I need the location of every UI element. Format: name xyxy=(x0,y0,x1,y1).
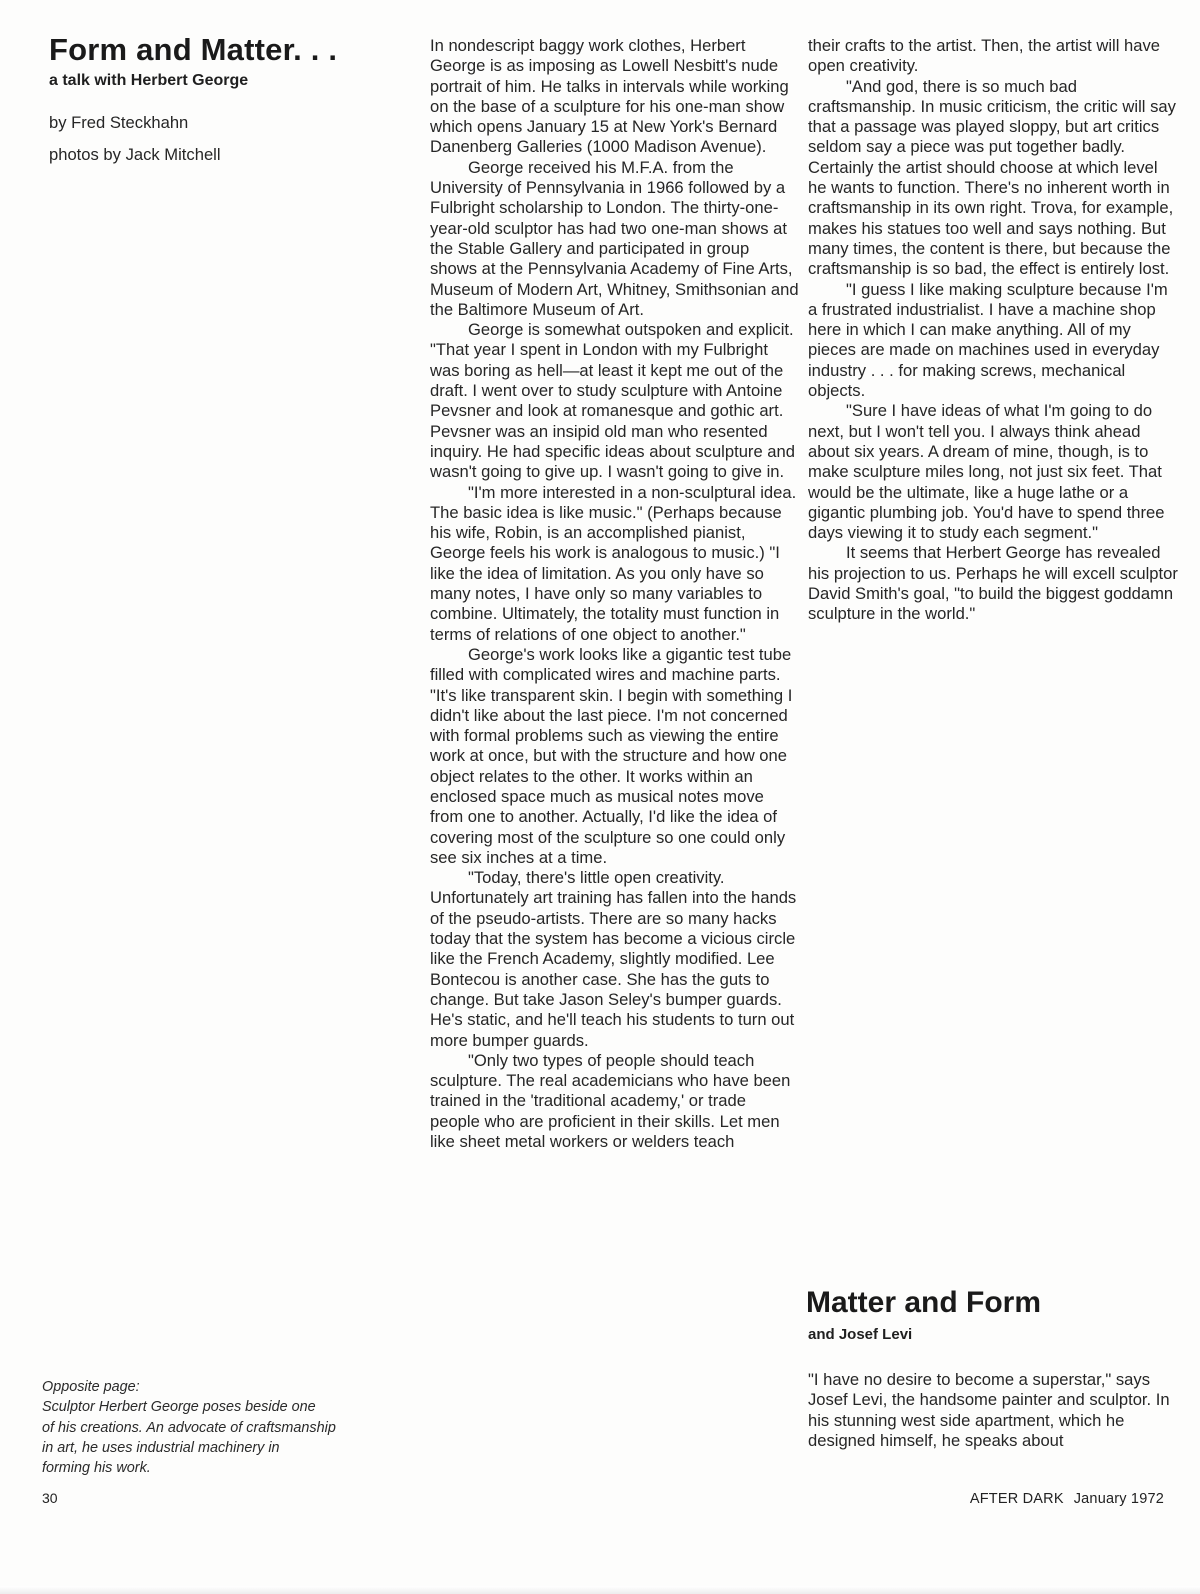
issue-date: January 1972 xyxy=(1073,1491,1164,1507)
magazine-name: AFTER DARK xyxy=(969,1491,1064,1507)
page-number: 30 xyxy=(42,1490,58,1506)
article-header xyxy=(49,32,379,166)
caption-line: Sculptor Herbert George poses beside one xyxy=(42,1399,316,1416)
caption-line: forming his work. xyxy=(42,1460,151,1477)
paragraph: "Only two types of people should teach sculpture. The real academicians who have been trained in the 'traditional academy,' or trade people who are proficient in their skills. Let men like sheet metal workers or welders teach xyxy=(430,1050,791,1152)
body-column-2 xyxy=(430,36,800,1152)
caption-line: Opposite page: xyxy=(42,1379,140,1395)
paragraph: George is somewhat outspoken and explicit. "That year I spent in London with my Fulbright was boring as hell—at least it kept me out of the draft. I went over to study sculpture with Antoine Pevsner and look at romanesque and gothic art. Pevsner was an insipid old man who resented inquiry. He had specific ideas about sculpture and wasn't going to give up. I wasn't going to give in. xyxy=(430,320,795,482)
photo-caption xyxy=(42,1377,412,1478)
paragraph: "I have no desire to become a superstar," says Josef Levi, the handsome painter and sculptor. In his stunning west side apartment, which he designed himself, he speaks about xyxy=(808,1370,1170,1450)
paragraph: George's work looks like a gigantic test tube filled with complicated wires and machine parts. "It's like transparent skin. I begin with something I didn't like about the last piece. I'm not concerned with formal problems such as viewing the entire work at once, but with the structure and how one object relates to the other. It works within an enclosed space much as musical notes move from one to another. Actually, I'd like the idea of covering most of the sculpture so one could only see six inches at a time. xyxy=(430,644,793,867)
paragraph: "I'm more interested in a non-sculptural idea. The basic idea is like music." (Perhaps because his wife, Robin, is an accomplished pianist, George feels his work is analogous to music.) "I like the idea of limitation. As you only have so many notes, I have only so many variables to combine. Ultimately, the totality must function in terms of relations of one object to another." xyxy=(430,482,797,644)
second-article-body xyxy=(808,1370,1178,1451)
article-title: Form and Matter. . . xyxy=(49,32,338,67)
paragraph: their crafts to the artist. Then, the artist will have open creativity. xyxy=(808,36,1161,76)
paragraph: In nondescript baggy work clothes, Herbert George is as imposing as Lowell Nesbitt's nude portrait of him. He talks in intervals while working on the base of a sculpture for his one-man show which opens January 15 at New York's Bernard Danenberg Galleries (1000 Madison Avenue). xyxy=(430,36,789,157)
author-byline: by Fred Steckhahn xyxy=(49,113,189,132)
second-article-title: Matter and Form xyxy=(806,1286,1042,1319)
paragraph: "And god, there is so much bad craftsmanship. In music criticism, the critic will say that a passage was played sloppy, but art critics seldom say a piece was put together badly. Certainly the artist should choose at which level he wants to function. There's no inherent worth in craftsmanship in its own right. Trova, for example, makes his statues too well and says nothing. But many times, the content is there, but because the craftsmanship is so bad, the effect is entirely lost. xyxy=(808,76,1176,279)
second-article-subtitle: and Josef Levi xyxy=(808,1326,913,1343)
caption-line: of his creations. An advocate of craftsmanship xyxy=(42,1419,336,1436)
caption-line: in art, he uses industrial machinery in xyxy=(42,1439,280,1456)
paragraph: It seems that Herbert George has revealed his projection to us. Perhaps he will excell sculptor David Smith's goal, "to build the biggest goddamn sculpture in the world." xyxy=(808,543,1178,624)
paragraph: "Sure I have ideas of what I'm going to do next, but I won't tell you. I always think ahead about six years. A dream of mine, though, is to make sculpture miles long, not just six feet. That would be the ultimate, like a huge lathe or a gigantic plumbing job. You'd have to spend three days viewing it to study each segment." xyxy=(808,401,1165,543)
article-subtitle: a talk with Herbert George xyxy=(49,72,249,89)
body-column-3 xyxy=(808,36,1178,625)
paragraph: George received his M.F.A. from the University of Pennsylvania in 1966 followed by a Fulbright scholarship to London. The thirty-one-year-old sculptor has had two one-man shows at the Stable Gallery and participated in group shows at the Pennsylvania Academy of Fine Arts, Museum of Modern Art, Whitney, Smithsonian and the Baltimore Museum of Art. xyxy=(430,157,799,319)
paragraph: "Today, there's little open creativity. Unfortunately art training has fallen into the hands of the pseudo-artists. There are so many hacks today that the system has become a vicious circle like the French Academy, slightly modified. Lee Bontecou is another case. She has the guts to change. But take Jason Seley's bumper guards. He's static, and he'll teach his students to turn out more bumper guards. xyxy=(430,868,797,1050)
paragraph: "I guess I like making sculpture because I'm a frustrated industrialist. I have a machine shop here in which I can make anything. All of my pieces are made on machines used in everyday industry . . . for making screws, mechanical objects. xyxy=(808,279,1168,401)
scan-edge xyxy=(0,1586,1200,1594)
running-footer xyxy=(970,1491,1164,1507)
photo-credit: photos by Jack Mitchell xyxy=(49,145,221,164)
